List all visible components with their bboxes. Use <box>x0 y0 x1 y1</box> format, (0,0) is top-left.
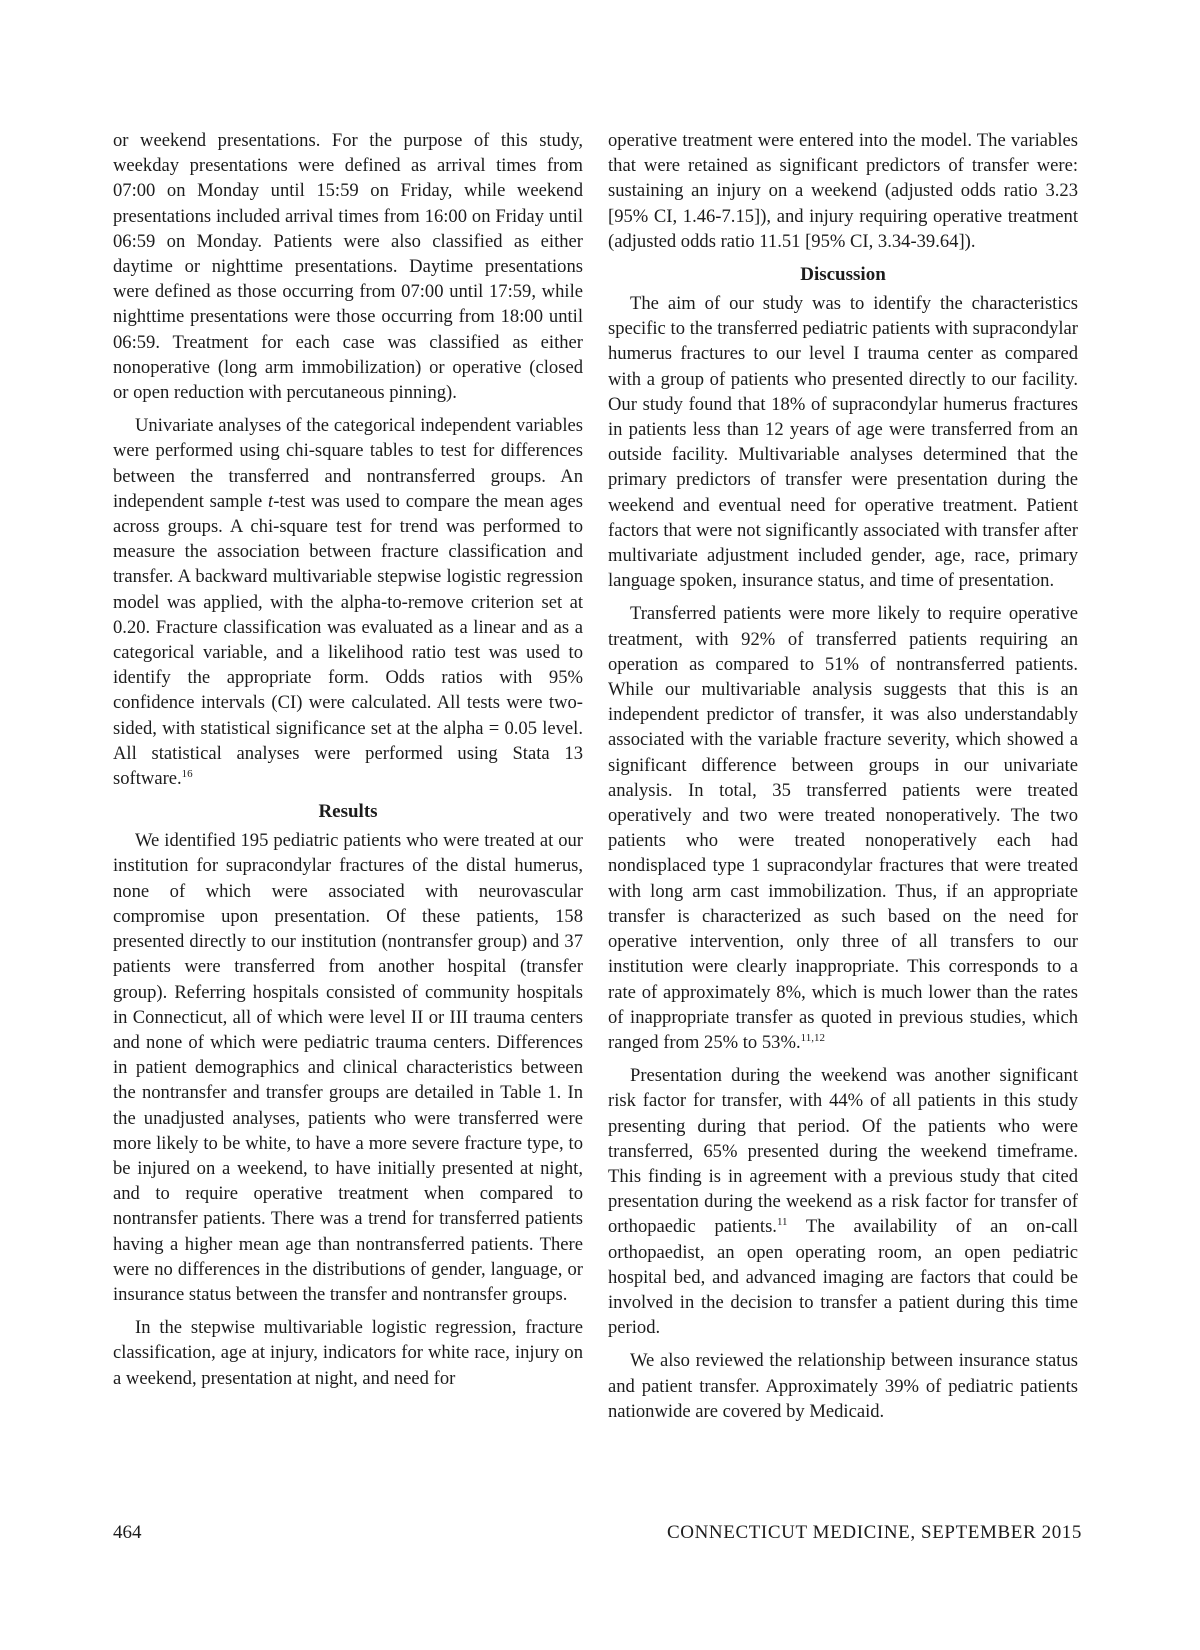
reference-superscript: 11,12 <box>800 1031 825 1044</box>
t-test-italic: t <box>268 490 274 512</box>
paragraph-regression-continued: operative treatment were entered into the model. The variables that were retained as significant predictors of transfer were: sustaining an injury on a weekend (adjusted odds ratio 3.23 [95% CI, 1.46-7.15]), and injury requiring operative treatment (adjusted odds ratio 11.51 [95% CI, 3.34-39.64]). <box>608 130 1078 252</box>
page-number: 464 <box>113 1522 142 1543</box>
reference-superscript: 11 <box>776 1216 788 1229</box>
left-column <box>113 128 583 1399</box>
paragraph-weekend-presentation <box>608 1063 1078 1340</box>
paragraph-insurance: We also reviewed the relationship between insurance status and patient transfer. Approximately 39% of pediatric patients nationwide are covered by Medicaid. <box>608 1350 1078 1422</box>
statistical-analysis-text-a: Univariate analyses of the categorical independent variables were performed using chi-square tables to test for differences between the transferred and nontransferred groups. An independent sample <box>113 415 583 512</box>
weekend-text-a: Presentation during the weekend was another significant risk factor for transfer, with 44% of all patients in this study presenting during that period. Of the patients who were transferred, 65% presented during the weekend timeframe. This finding is in agreement with a previous study that cited presentation during the weekend as a risk factor for transfer of orthopaedic patients. <box>608 1065 1078 1238</box>
paragraph-regression: In the stepwise multivariable logistic regression, fracture classification, age at injury, indicators for white race, injury on a weekend, presentation at night, and need for <box>113 1317 583 1389</box>
discussion-heading: Discussion <box>800 264 886 286</box>
journal-footer: CONNECTICUT MEDICINE, SEPTEMBER 2015 <box>667 1522 1082 1543</box>
results-heading: Results <box>318 801 378 823</box>
paragraph-results: We identified 195 pediatric patients who were treated at our institution for supracondylar fractures of the distal humerus, none of which were associated with neurovascular compromise upon presentation. Of these patients, 158 presented directly to our institution (nontransfer group) and 37 patients were transferred from another hospital (transfer group). Referring hospitals consisted of community hospitals in Connecticut, all of which were level II or III trauma centers and none of which were pediatric trauma centers. Differences in patient demographics and clinical characteristics between the nontransfer and transfer groups are detailed in Table 1. In the unadjusted analyses, patients who were transferred were more likely to be white, to have a more severe fracture type, to be injured on a weekend, to have initially presented at night, and to require operative treatment when compared to nontransfer patients. There was a trend for transferred patients having a higher mean age than nontransferred patients. There were no differences in the distributions of gender, language, or insurance status between the transfer and nontransfer groups. <box>113 830 583 1305</box>
weekend-text-b: The availability of an on-call orthopaedist, an open operating room, an open pediatric hospital bed, and advanced imaging are factors that could be involved in the decision to transfer a patient during this time period. <box>608 1216 1078 1339</box>
paragraph-statistical-analysis <box>113 413 583 791</box>
operative-treatment-text: Transferred patients were more likely to require operative treatment, with 92% of transferred patients requiring an operation as compared to 51% of nontransferred patients. While our multivariable analysis suggests that this is an independent predictor of transfer, it was also understandably associated with the variable fracture severity, which showed a significant difference between groups in our univariate analysis. In total, 35 transferred patients were treated operatively and two were treated nonoperatively. The two patients who were treated nonoperatively each had nondisplaced type 1 supracondylar fractures that were treated with long arm cast immobilization. Thus, if an appropriate transfer is characterized as such based on the need for operative intervention, only three of all transfers to our institution were clearly inappropriate. This corresponds to a rate of approximately 8%, which is much lower than the rates of inappropriate transfer as quoted in previous studies, which ranged from 25% to 53%. <box>608 603 1078 1053</box>
statistical-analysis-text-b: -test was used to compare the mean ages across groups. A chi-square test for trend was performed to measure the association between fracture classification and transfer. A backward multivariable stepwise logistic regression model was applied, with the alpha-to-remove criterion set at 0.20. Fracture classification was evaluated as a linear and as a categorical variable, and a likelihood ratio test was used to identify the appropriate form. Odds ratios with 95% confidence intervals (CI) were calculated. All tests were two-sided, with statistical significance set at the alpha = 0.05 level. All statistical analyses were performed using Stata 13 software. <box>113 490 583 790</box>
paragraph-operative-treatment <box>608 601 1078 1055</box>
reference-superscript: 16 <box>181 767 193 780</box>
paragraph-methods-continued: or weekend presentations. For the purpose of this study, weekday presentations were defined as arrival times from 07:00 on Monday until 15:59 on Friday, while weekend presentations included arrival times from 16:00 on Friday until 06:59 on Monday. Patients were also classified as either daytime or nighttime presentations. Daytime presentations were defined as those occurring from 07:00 until 17:59, while nighttime presentations were those occurring from 18:00 until 06:59. Treatment for each case was classified as either nonoperative (long arm immobilization) or operative (closed or open reduction with percutaneous pinning). <box>113 130 583 404</box>
right-column <box>608 128 1078 1432</box>
paragraph-discussion-aim: The aim of our study was to identify the characteristics specific to the transferred pediatric patients with supracondylar humerus fractures to our level I trauma center as compared with a group of patients who presented directly to our facility. Our study found that 18% of supracondylar humerus fractures in patients less than 12 years of age were transferred from an outside facility. Multivariable analyses determined that the primary predictors of transfer were presentation during the weekend and eventual need for operative treatment. Patient factors that were not significantly associated with transfer after multivariate adjustment included gender, age, race, primary language spoken, insurance status, and time of presentation. <box>608 293 1078 592</box>
